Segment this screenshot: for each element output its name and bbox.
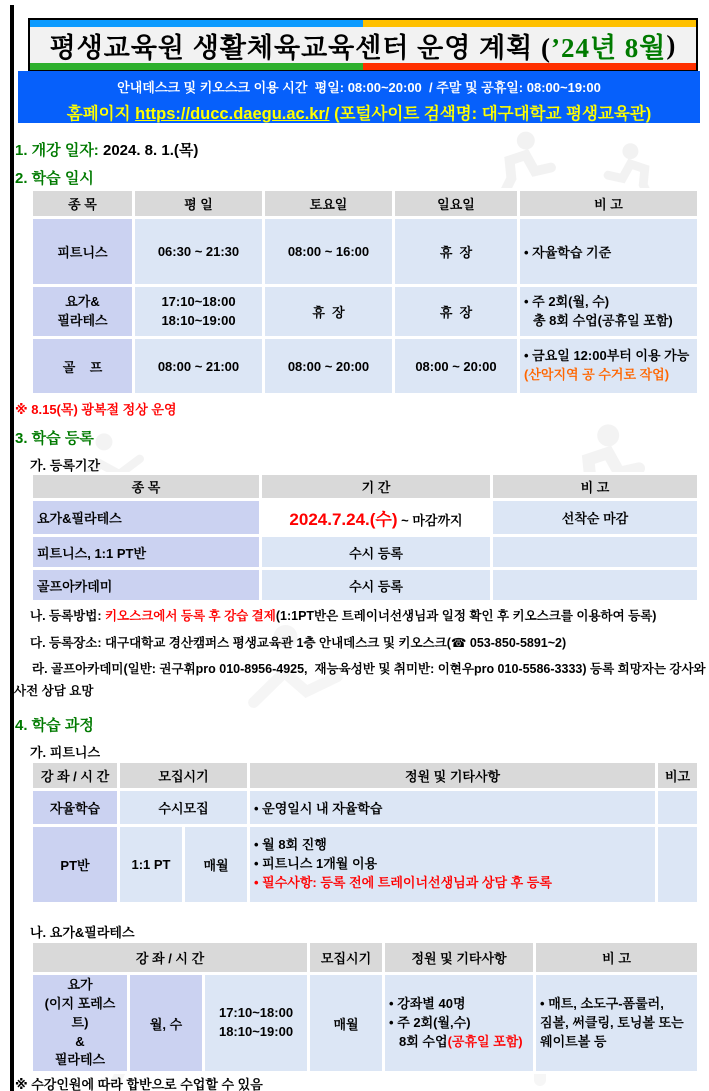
registration-fitness-period: 수시 등록	[261, 536, 492, 569]
registration-method-label: 나. 등록방법:	[30, 609, 105, 623]
yoga-header-details: 정원 및 기타사항	[384, 942, 535, 974]
fitness-self-note	[657, 790, 699, 826]
page-title-prefix: 평생교육원 생활체육교육센터 운영 계획 (	[49, 32, 551, 63]
registration-place: 다. 등록장소: 대구대학교 경산캠퍼스 평생교육관 1층 안내데스크 및 키오스크(☎ 053-850-5891~2)	[30, 636, 567, 650]
schedule-header-sat: 토요일	[264, 190, 394, 218]
fitness-pt-type: 1:1 PT	[119, 826, 184, 904]
schedule-row-fitness	[32, 218, 699, 286]
fitness-course-table	[30, 760, 700, 905]
section-courses-heading: 4. 학습 과정	[15, 717, 94, 734]
fitness-course-header-row	[32, 762, 699, 790]
schedule-yoga-name-line2: 필라테스	[57, 312, 108, 328]
registration-header-note: 비 고	[492, 474, 699, 500]
homepage-link[interactable]: https://ducc.daegu.ac.kr/	[135, 105, 330, 123]
registration-fitness-note	[492, 536, 699, 569]
page-title	[30, 27, 696, 63]
yoga-course-time	[204, 974, 309, 1073]
yoga-course-name	[32, 974, 129, 1073]
yoga-header-course: 강 좌 / 시 간	[32, 942, 309, 974]
yoga-detail-line1: • 강좌별 40명	[389, 995, 466, 1011]
registration-row-fitness	[32, 536, 699, 569]
yoga-note-line1: • 매트, 소도구-폼룰러,	[540, 995, 664, 1011]
registration-sub-heading: 가. 등록기간	[30, 458, 101, 473]
schedule-golf-note	[519, 338, 699, 395]
holiday-footnote: ※ 8.15(목) 광복절 정상 운영	[15, 402, 177, 417]
registration-row-yoga	[32, 500, 699, 536]
yoga-time-line1: 17:10~18:00	[218, 1005, 294, 1021]
yoga-course-header-row	[32, 942, 699, 974]
yoga-sub-heading: 나. 요가&필라테스	[30, 925, 135, 940]
registration-method-emphasis: 키오스크에서 등록 후 강습 결제	[104, 609, 276, 623]
title-bottom-bar-red	[363, 63, 696, 70]
schedule-yoga-note-line1: • 주 2회(월, 수)	[524, 293, 610, 309]
page-title-highlight: ’24년 8월	[550, 32, 667, 63]
yoga-course-table	[30, 940, 700, 1074]
schedule-header-sun: 일요일	[394, 190, 519, 218]
schedule-fitness-note: • 자율학습 기준	[519, 218, 699, 286]
page-title-suffix: )	[666, 29, 677, 60]
open-date-value: 2024. 8. 1.(목)	[98, 142, 199, 159]
yoga-course-details	[384, 974, 535, 1073]
fitness-self-recruit: 수시모집	[119, 790, 249, 826]
yoga-name-line1: 요가	[67, 977, 93, 992]
class-merge-footnote: ※ 수강인원에 따라 합반으로 수업할 수 있음	[15, 1077, 263, 1091]
registration-yoga-deadline: 2024.7.24.(수)	[289, 510, 398, 529]
homepage-label: 홈페이지	[66, 105, 136, 123]
fitness-pt-details	[249, 826, 657, 904]
schedule-header-note: 비 고	[519, 190, 699, 218]
schedule-fitness-weekday: 06:30 ~ 21:30	[134, 218, 264, 286]
fitness-self-detail: • 운영일시 내 자율학습	[249, 790, 657, 826]
banner-hours: 안내데스크 및 키오스크 이용 시간 평일: 08:00~20:00 / 주말 및 공휴일: 08:00~19:00	[117, 80, 601, 95]
schedule-golf-sat: 08:00 ~ 20:00	[264, 338, 394, 395]
registration-header-period: 기 간	[261, 474, 492, 500]
schedule-yoga-name	[32, 286, 134, 338]
fitness-pt-course: PT반	[32, 826, 119, 904]
fitness-header-recruit: 모집시기	[119, 762, 249, 790]
schedule-yoga-weekday	[134, 286, 264, 338]
registration-golf-subject: 골프아카데미	[32, 569, 261, 602]
fitness-row-pt	[32, 826, 699, 904]
fitness-sub-heading: 가. 피트니스	[30, 745, 101, 760]
registration-golf-contact: 라. 골프아카데미(일반: 권구휘pro 010-8956-4925, 재능육성반 및 취미반: 이현우pro 010-5586-3333) 등록 희망자는 강사와 사전 상담 요망	[14, 662, 709, 698]
info-banner	[18, 71, 700, 123]
schedule-golf-weekday: 08:00 ~ 21:00	[134, 338, 264, 395]
schedule-header-weekday: 평 일	[134, 190, 264, 218]
fitness-header-details: 정원 및 기타사항	[249, 762, 657, 790]
fitness-pt-note	[657, 826, 699, 904]
registration-golf-period: 수시 등록	[261, 569, 492, 602]
portal-note: (포털사이트 검색명: 대구대학교 평생교육관)	[329, 105, 652, 123]
fitness-pt-recruit: 매월	[184, 826, 249, 904]
schedule-yoga-sat: 휴 장	[264, 286, 394, 338]
schedule-yoga-name-line1: 요가&	[65, 293, 100, 309]
fitness-self-course: 자율학습	[32, 790, 119, 826]
title-bottom-bar-green	[30, 63, 363, 70]
open-date-label: 1. 개강 일자:	[15, 142, 99, 159]
yoga-course-recruit: 매월	[309, 974, 384, 1073]
fitness-pt-detail-line1: • 월 8회 진행	[254, 837, 327, 853]
yoga-header-recruit: 모집시기	[309, 942, 384, 974]
fitness-pt-detail-line3: • 필수사항: 등록 전에 트레이너선생님과 상담 후 등록	[254, 874, 552, 890]
yoga-time-line2: 18:10~19:00	[218, 1024, 294, 1040]
section-schedule-heading: 2. 학습 일시	[15, 170, 94, 187]
section-registration-heading: 3. 학습 등록	[15, 430, 94, 447]
schedule-table	[30, 188, 700, 396]
title-box	[28, 18, 698, 72]
title-bottom-bar	[30, 63, 696, 70]
yoga-note-line2: 짐볼, 써클링, 토닝볼 또는	[540, 1014, 684, 1030]
schedule-header-row	[32, 190, 699, 218]
yoga-course-note	[535, 974, 699, 1073]
registration-yoga-period-rest: ~ 마감까지	[397, 513, 463, 528]
yoga-header-note: 비 고	[535, 942, 699, 974]
yoga-note-line3: 웨이트볼 등	[540, 1033, 607, 1049]
page-left-border	[10, 5, 14, 1091]
schedule-golf-name: 골 프	[32, 338, 134, 395]
registration-method	[30, 606, 702, 624]
fitness-header-course: 강 좌 / 시 간	[32, 762, 119, 790]
registration-yoga-subject: 요가&필라테스	[32, 500, 261, 536]
yoga-course-days: 월, 수	[129, 974, 204, 1073]
registration-header-subject: 종 목	[32, 474, 261, 500]
schedule-fitness-sat: 08:00 ~ 16:00	[264, 218, 394, 286]
yoga-name-line3: &	[75, 1033, 85, 1049]
schedule-yoga-note-line2: 총 8회 수업(공휴일 포함)	[533, 312, 673, 328]
yoga-detail-line3-emphasis: (공휴일 포함)	[447, 1033, 523, 1049]
registration-golf-note	[492, 569, 699, 602]
yoga-course-row	[32, 974, 699, 1073]
registration-header-row	[32, 474, 699, 500]
registration-method-rest: (1:1PT반은 트레이너선생님과 일정 확인 후 키오스크를 이용하여 등록)	[275, 609, 657, 623]
registration-table	[30, 472, 700, 603]
yoga-name-line4: 필라테스	[54, 1052, 106, 1068]
yoga-detail-line3-prefix: 8회 수업	[399, 1033, 448, 1049]
yoga-detail-line3	[389, 1033, 529, 1052]
registration-yoga-note: 선착순 마감	[492, 500, 699, 536]
schedule-golf-note-line2: (산악지역 공 수거로 작업)	[524, 367, 670, 382]
schedule-golf-note-line1: • 금요일 12:00부터 이용 가능	[524, 348, 690, 364]
registration-yoga-period	[261, 500, 492, 536]
fitness-header-note: 비고	[657, 762, 699, 790]
registration-row-golf	[32, 569, 699, 602]
schedule-yoga-sun: 휴 장	[394, 286, 519, 338]
fitness-pt-detail-line2: • 피트니스 1개월 이용	[254, 856, 378, 872]
banner-homepage	[18, 100, 700, 124]
schedule-yoga-weekday-line1: 17:10~18:00	[161, 293, 236, 309]
schedule-header-subject: 종 목	[32, 190, 134, 218]
schedule-fitness-sun: 휴 장	[394, 218, 519, 286]
schedule-row-golf	[32, 338, 699, 395]
yoga-detail-line2: • 주 2회(월,수)	[389, 1014, 471, 1030]
fitness-row-self	[32, 790, 699, 826]
schedule-yoga-weekday-line2: 18:10~19:00	[161, 312, 236, 328]
schedule-yoga-note	[519, 286, 699, 338]
registration-fitness-subject: 피트니스, 1:1 PT반	[32, 536, 261, 569]
schedule-fitness-name: 피트니스	[32, 218, 134, 286]
yoga-name-line2: (이지 포레스트)	[44, 995, 116, 1030]
schedule-golf-sun: 08:00 ~ 20:00	[394, 338, 519, 395]
schedule-row-yoga	[32, 286, 699, 338]
section-open-date	[15, 139, 198, 160]
